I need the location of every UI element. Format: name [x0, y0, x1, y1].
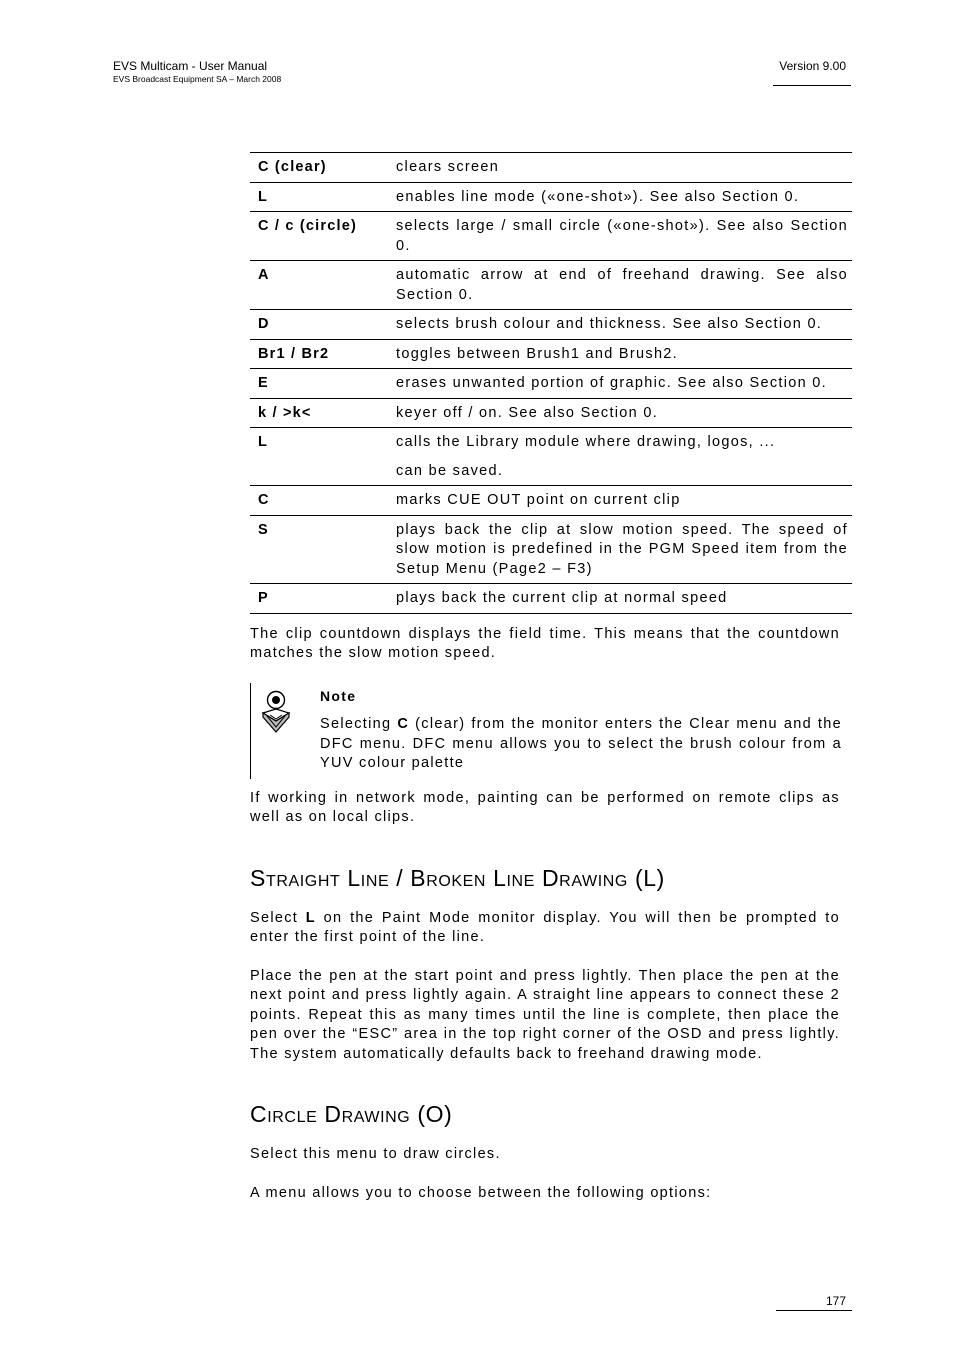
heading-part: D	[541, 864, 560, 891]
heading-part: C	[250, 1101, 268, 1127]
command-description	[388, 212, 852, 261]
heading-part: L	[347, 864, 361, 891]
heading-part: ircle	[267, 1101, 325, 1127]
version-label: Version 9.00	[779, 59, 846, 73]
command-description	[388, 584, 852, 614]
network-paragraph: If working in network mode, painting can be performed on remote clips as well as on local clips.	[250, 789, 840, 825]
table-row	[250, 428, 852, 486]
heading-part: ine	[506, 864, 542, 891]
table-row	[250, 261, 852, 310]
circle-options-intro: A menu allows you to choose between the following options:	[250, 1184, 712, 1201]
note-icon	[258, 689, 294, 733]
command-key: C	[250, 486, 388, 516]
note-key: C	[397, 716, 410, 732]
table-row	[250, 584, 852, 614]
command-description	[388, 261, 852, 310]
command-key: C / c (circle)	[250, 212, 388, 261]
note-body	[320, 687, 842, 774]
heading-part: rawing	[559, 864, 628, 891]
description-line: keyer off / on. See also Section 0.	[396, 404, 659, 421]
command-key: L	[250, 428, 388, 486]
page-number: 177	[825, 1294, 846, 1308]
description-line: toggles between Brush1 and Brush2.	[396, 345, 678, 362]
heading-part: rawing	[341, 1101, 411, 1127]
section-heading-circle-drawing	[250, 1100, 840, 1128]
table-row	[250, 515, 852, 584]
command-description	[388, 369, 852, 399]
line-drawing-intro	[250, 909, 840, 948]
line-drawing-steps: Place the pen at the start point and press lightly. Then place the pen at the next point and press lightly again. A straight line appears to connect these 2 points. Repeat this as many times until the line is complete, then place the pen over the “ESC” area in the top right corner of the OSD and press lightly. The system automatically defaults back to freehand drawing mode.	[250, 967, 840, 1062]
command-key: Br1 / Br2	[250, 339, 388, 369]
description-line: selects large / small circle («one-shot»). See also Section 0.	[396, 218, 848, 254]
description-line: selects brush colour and thickness. See also Section 0.	[396, 316, 823, 332]
heading-part: (O)	[410, 1101, 453, 1127]
intro-end: on the Paint Mode monitor display. You will then be prompted to enter the first point of the line.	[250, 909, 840, 945]
page-header	[113, 59, 281, 84]
table-row	[250, 310, 852, 340]
table-row	[250, 182, 852, 212]
circle-intro: Select this menu to draw circles.	[250, 1146, 501, 1162]
heading-part: B	[410, 864, 427, 891]
note-title: Note	[320, 687, 357, 704]
table-row	[250, 486, 852, 516]
note-text-end: (clear) from the monitor enters the Clear menu and the DFC menu. DFC menu allows you to select the brush colour from a YUV colour palette	[320, 716, 842, 771]
description-line: calls the Library module where drawing, logos, ...	[396, 434, 776, 450]
description-line: clears screen	[396, 159, 500, 175]
command-description	[388, 486, 852, 516]
heading-part: ine /	[360, 864, 411, 891]
command-description	[388, 310, 852, 340]
note-text	[320, 715, 842, 774]
manual-title: EVS Multicam - User Manual	[113, 59, 268, 73]
command-key: k / >k<	[250, 398, 388, 428]
heading-part: D	[324, 1101, 342, 1127]
description-line: enables line mode («one-shot»). See also Section 0.	[396, 188, 800, 205]
command-description	[388, 398, 852, 428]
table-row	[250, 153, 852, 183]
note-text-start: Selecting	[320, 716, 398, 732]
command-key: S	[250, 515, 388, 584]
description-line: automatic arrow at end of freehand drawing. See also Section 0.	[396, 267, 848, 303]
command-table	[250, 152, 852, 614]
description-line: marks CUE OUT point on current clip	[396, 492, 681, 508]
command-description	[388, 515, 852, 584]
command-key: D	[250, 310, 388, 340]
description-line: plays back the current clip at normal speed	[396, 590, 728, 606]
command-description	[388, 428, 852, 486]
publisher-line: EVS Broadcast Equipment SA – March 2008	[113, 74, 282, 84]
note-side-rule	[250, 683, 251, 779]
command-key: A	[250, 261, 388, 310]
heading-part: L	[493, 864, 507, 891]
description-line: plays back the clip at slow motion speed. The speed of slow motion is predefined in the PGM Speed item from the Setup Menu (Page2 – F3)	[396, 521, 848, 577]
table-row	[250, 369, 852, 399]
countdown-paragraph: The clip countdown displays the field time. This means that the countdown matches the slow motion speed.	[250, 625, 840, 661]
heading-part: traight	[265, 864, 348, 891]
command-key: P	[250, 584, 388, 614]
section-heading-line-drawing	[250, 864, 840, 892]
description-line: erases unwanted portion of graphic. See also Section 0.	[396, 375, 828, 391]
intro-key: L	[305, 909, 316, 926]
description-line: can be saved.	[396, 462, 504, 479]
header-rule	[773, 85, 851, 86]
command-key: C (clear)	[250, 153, 388, 183]
table-row	[250, 339, 852, 369]
table-row	[250, 212, 852, 261]
command-key: L	[250, 182, 388, 212]
command-description	[388, 182, 852, 212]
heading-part: (L)	[627, 864, 665, 891]
command-description	[388, 339, 852, 369]
note-box	[250, 683, 840, 779]
heading-part: roken	[426, 864, 494, 891]
page-content	[250, 152, 848, 1203]
command-key: E	[250, 369, 388, 399]
command-description	[388, 153, 852, 183]
table-row	[250, 398, 852, 428]
intro-start: Select	[250, 909, 306, 926]
footer-rule	[776, 1310, 852, 1311]
heading-part: S	[250, 864, 266, 891]
